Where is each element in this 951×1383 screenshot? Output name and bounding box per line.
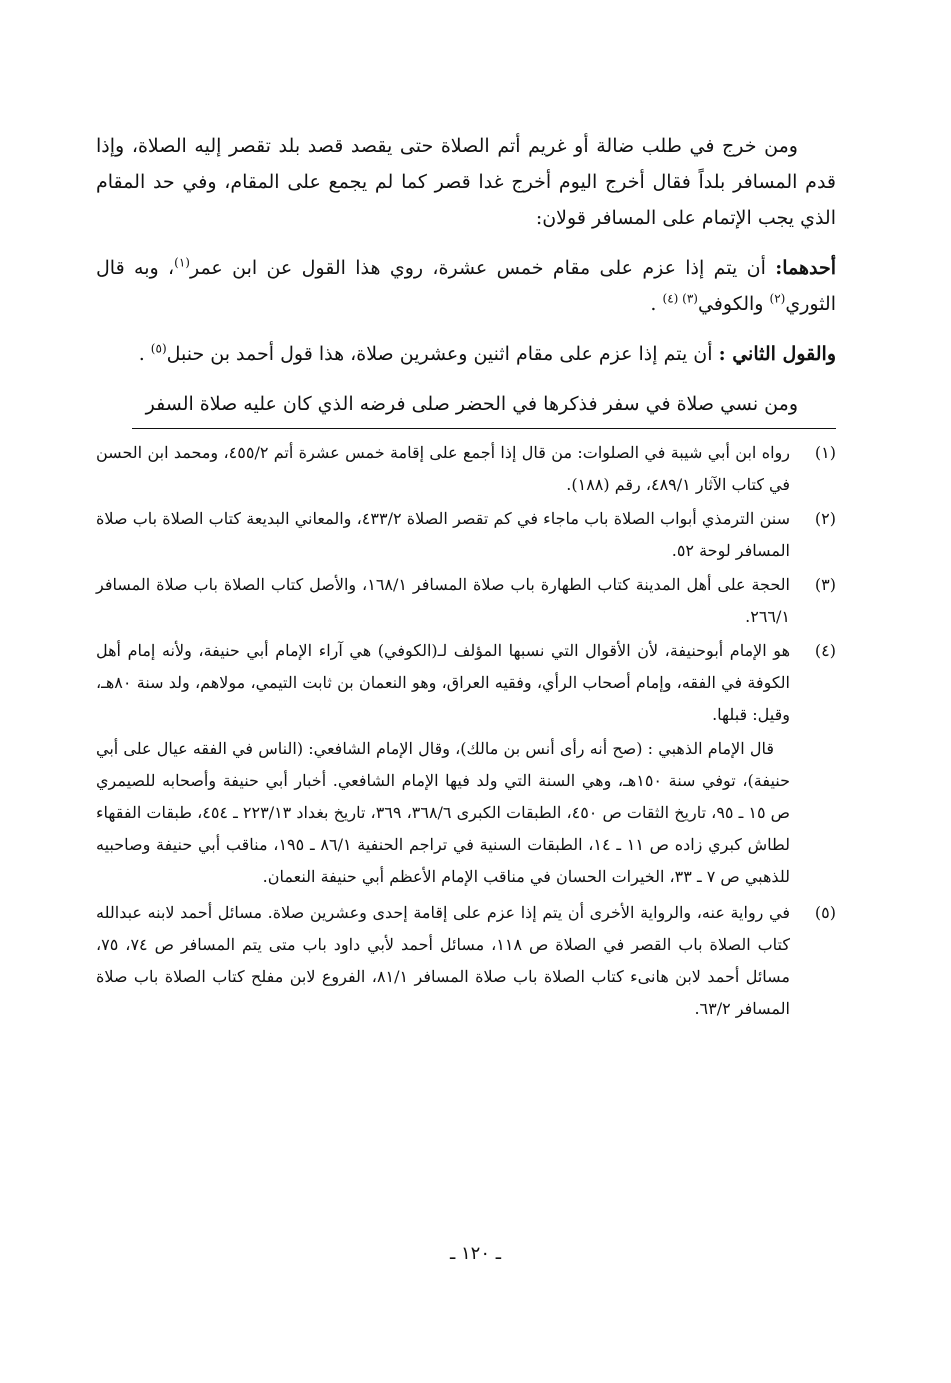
footnote-number: (٣) [814, 575, 836, 594]
paragraph-2-text-c: والكوفي [697, 293, 764, 315]
footnote-4 [96, 635, 836, 731]
paragraph-3-lead: والقول الثاني : [718, 343, 836, 365]
footnote-ref-5[interactable]: (٥) [150, 341, 167, 356]
footnote-1 [96, 437, 836, 501]
footnote-number: (٤) [814, 641, 836, 660]
footnotes-section [96, 437, 836, 1025]
paragraph-2-text-a: أن يتم إذا عزم على مقام خمس عشرة، روي هذا القول عن ابن عمر [189, 257, 766, 279]
paragraph-2 [96, 250, 836, 322]
paragraph-3-text-b: . [138, 343, 145, 365]
footnote-4-continuation: قال الإمام الذهبي : (صح أنه رأى أنس بن مالك)، وقال الإمام الشافعي: (الناس في الفقه عيال على أبي حنيفة)، توفي سنة ١٥٠هـ، وهي السنة التي ولد فيها الإمام الشافعي. أخبار أبي حنيفة وأصحابه للصيمري ص ١٥ ـ ٩٥، تاريخ الثقات ص ٤٥٠، الطبقات الكبرى ٣٦٨/٦، ٣٦٩، تاريخ بغداد ٢٢٣/١٣ ـ ٤٥٤، طبقات الفقهاء لطاش كبري زاده ص ١١ ـ ١٤، الطبقات السنية في تراجم الحنفية ٨٦/١ ـ ١٩٥، مناقب أبي حنيفة وصاحبيه للذهبي ص ٧ ـ ٣٣، الخيرات الحسان في مناقب الإمام الأعظم أبي حنيفة النعمان. [96, 739, 791, 886]
paragraph-2-text-d: . [650, 293, 657, 315]
paragraph-1: ومن خرج في طلب ضالة أو غريم أتم الصلاة حتى يقصد قصد بلد تقصر إليه الصلاة، وإذا قدم المسافر بلداً فقال أخرج اليوم أخرج غدا قصر كما لم يجمع على المقام، وفي حد المقام الذي يجب الإتمام على المسافر قولان: [96, 135, 836, 229]
page-number: ـ ١٢٠ ـ [449, 1243, 501, 1264]
footnote-text: رواه ابن أبي شيبة في الصلوات: من قال إذا أجمع على إقامة خمس عشرة أتم ٤٥٥/٢، ومحمد ابن الحسن في كتاب الآثار ٤٨٩/١، رقم (١٨٨). [96, 443, 791, 494]
footnote-2 [96, 503, 836, 567]
paragraph-4: ومن نسي صلاة في سفر فذكرها في الحضر صلى فرضه الذي كان عليه صلاة السفر [132, 386, 836, 429]
footnote-text: في رواية عنه، والرواية الأخرى أن يتم إذا عزم على إقامة إحدى وعشرين صلاة. مسائل أحمد لابنه عبدالله كتاب الصلاة باب القصر في الصلاة ص ١١٨، مسائل أحمد لأبي داود باب متى يتم المسافر ص ٧٤، ٧٥، مسائل أحمد لابن هانىء كتاب الصلاة باب صلاة المسافر ٨١/١، الفروع لابن مفلح كتاب الصلاة باب صلاة المسافر ٦٣/٢. [96, 903, 790, 1018]
paragraph-3 [96, 336, 836, 372]
paragraph-2-lead: أحدهما: [775, 257, 837, 279]
footnote-text: هو الإمام أبوحنيفة، لأن الأقوال التي نسبها المؤلف لـ(الكوفي) هي آراء الإمام أبي حنيفة، ولأنه إمام أهل الكوفة في الفقه، وإمام أصحاب الرأي، وفقيه العراق، وهو النعمان بن ثابت التيمي، مولاهم، ولد سنة ٨٠هـ، وقيل: قبلها. [96, 641, 790, 724]
footnote-text: سنن الترمذي أبواب الصلاة باب ماجاء في كم تقصر الصلاة ٤٣٣/٢، والمعاني البديعة كتاب الصلاة باب صلاة المسافر لوحة ٥٢. [96, 509, 790, 560]
footnote-5 [96, 897, 836, 1025]
paragraph-2-text-b: ، وبه قال الثوري [96, 257, 836, 315]
footnote-number: (١) [814, 443, 836, 462]
footnote-text: الحجة على أهل المدينة كتاب الطهارة باب صلاة المسافر ١٦٨/١، والأصل كتاب الصلاة باب صلاة المسافر ٢٦٦/١. [96, 575, 790, 626]
paragraph-3-text-a: أن يتم إذا عزم على مقام اثنين وعشرين صلاة، هذا قول أحمد بن حنبل [166, 343, 713, 365]
footnote-number: (٥) [814, 903, 836, 922]
footnote-ref-1[interactable]: (١) [174, 255, 190, 270]
footnote-ref-2[interactable]: (٢) [769, 291, 786, 306]
page-content [96, 128, 836, 1027]
footnote-ref-3-4[interactable]: (٣) (٤) [662, 291, 698, 306]
footnote-number: (٢) [814, 509, 836, 528]
footnote-3 [96, 569, 836, 633]
